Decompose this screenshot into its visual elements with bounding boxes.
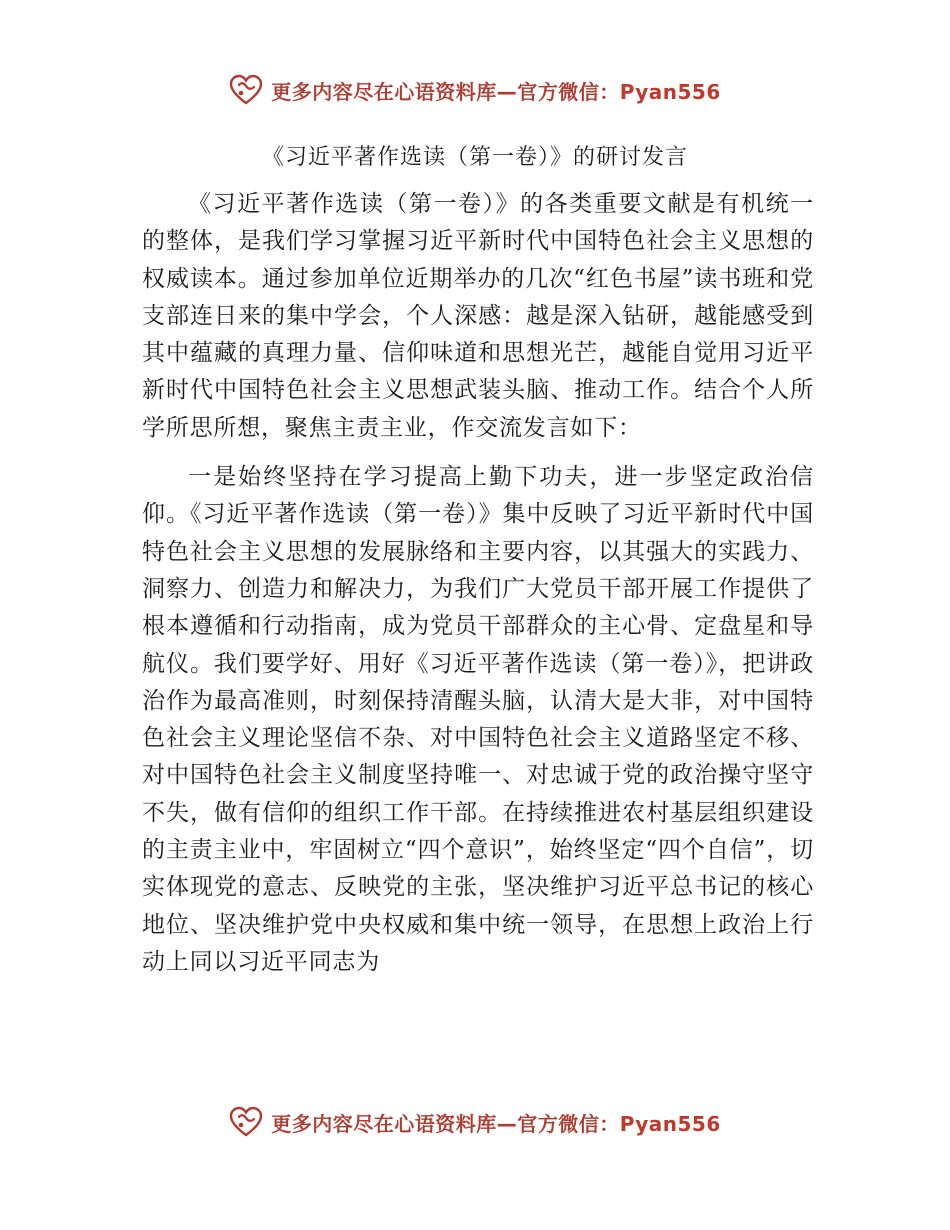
paragraph: 一是始终坚持在学习提高上勤下功夫，进一步坚定政治信仰。《习近平著作选读（第一卷）》集中反映了习近平新时代中国特色社会主义思想的发展脉络和主要内容，以其强大的实践力、洞察力、创造力和解决力，为我们广大党员干部开展工作提供了根本遵循和行动指南，成为党员干部群众的主心骨、定盘星和导航仪。我们要学好、用好《习近平著作选读（第一卷）》，把讲政治作为最高准则，时刻保持清醒头脑，认清大是大非，对中国特色社会主义理论坚信不杂、对中国特色社会主义道路坚定不移、对中国特色社会主义制度坚持唯一、对忠诚于党的政治操守坚守不失，做有信仰的组织工作干部。在持续推进农村基层组织建设的主责主业中，牢固树立“四个意识”，始终坚定“四个自信”，切实体现党的意志、反映党的主张，坚决维护习近平总书记的核心地位、坚决维护党中央权威和集中统一领导，在思想上政治上行动上同以习近平同志为: [142, 464, 814, 975]
paragraph: 《习近平著作选读（第一卷）》的各类重要文献是有机统一的整体，是我们学习掌握习近平新时代中国特色社会主义思想的权威读本。通过参加单位近期举办的几次“红色书屋”读书班和党支部连日来的集中学会，个人深感：越是深入钻研，越能感受到其中蕴藏的真理力量、信仰味道和思想光芒，越能自觉用习近平新时代中国特色社会主义思想武装头脑、推动工作。结合个人所学所思所想，聚焦主责主业，作交流发言如下：: [142, 191, 814, 441]
document-title: 《习近平著作选读（第一卷）》的研讨发言: [261, 145, 688, 170]
header-banner: [0, 70, 950, 110]
wechat-id: Pyan556: [619, 1111, 721, 1136]
banner-label: 更多内容尽在心语资料库—官方微信：: [271, 79, 620, 104]
wechat-id: Pyan556: [619, 79, 721, 104]
heart-logo-icon: [229, 73, 263, 107]
banner-label: 更多内容尽在心语资料库—官方微信：: [271, 1111, 620, 1136]
banner-text: [271, 1108, 721, 1137]
banner-text: [271, 76, 721, 105]
document-body: [142, 186, 814, 981]
heart-logo-icon: [229, 1105, 263, 1139]
footer-banner: [0, 1102, 950, 1142]
